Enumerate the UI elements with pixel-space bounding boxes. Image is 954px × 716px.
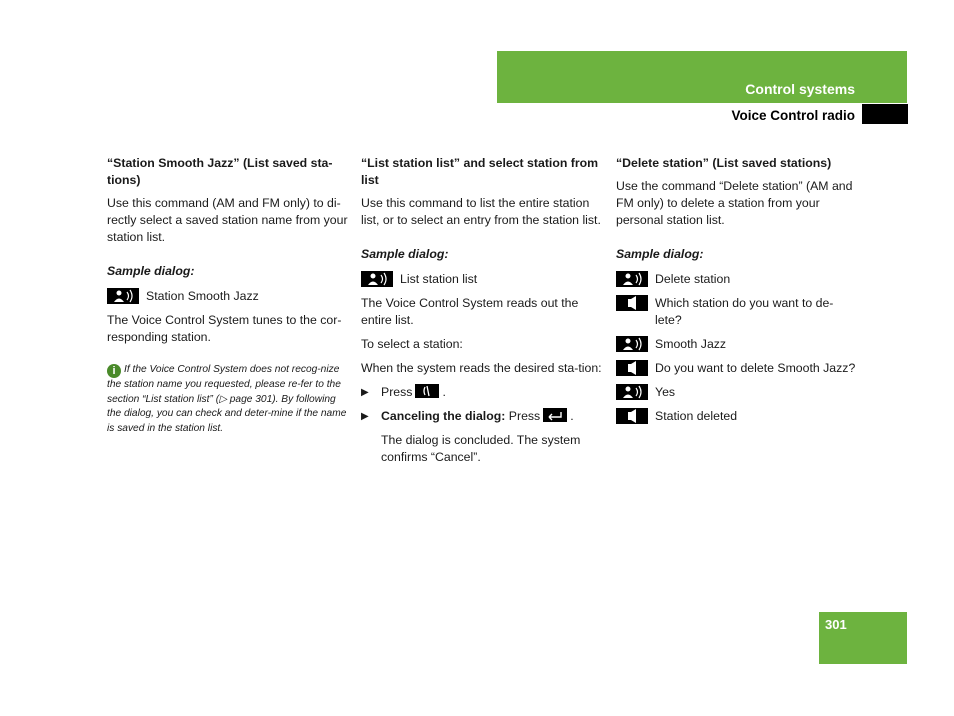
user-speaking-icon — [107, 288, 139, 304]
col2-paragraph-1: Use this command to list the entire station list, or to select an entry from the station list. — [361, 196, 601, 227]
bullet-cancel — [361, 408, 604, 425]
col3-paragraph-1: Use the command “Delete station” (AM and FM only) to delete a station from your personal station list. — [616, 179, 853, 227]
bullet-text: Press . — [381, 385, 446, 399]
dialog-text: Smooth Jazz — [655, 337, 727, 351]
back-button-icon — [543, 408, 567, 422]
col2-sample-label: Sample dialog: — [361, 247, 449, 261]
col2-paragraph-3: To select a station: — [361, 337, 463, 351]
column-3 — [616, 155, 859, 432]
speaker-icon — [616, 360, 648, 376]
bullet-arrow-icon: ▶ — [361, 387, 369, 398]
bullet-arrow-icon: ▶ — [361, 411, 369, 422]
column-1 — [107, 155, 350, 436]
user-speaking-icon — [616, 336, 648, 352]
col1-heading: “Station Smooth Jazz” (List saved sta-tions) — [107, 156, 333, 187]
dialog-line — [361, 271, 604, 288]
dialog-line — [616, 295, 859, 329]
user-speaking-icon — [616, 384, 648, 400]
col1-paragraph-2: The Voice Control System tunes to the cor-responding station. — [107, 313, 342, 344]
dialog-text: Station deleted — [655, 409, 738, 423]
col3-sample-label: Sample dialog: — [616, 247, 704, 261]
header-bar — [497, 51, 907, 103]
dialog-line — [616, 271, 859, 288]
dialog-line — [616, 336, 859, 353]
chapter-title: Control systems — [745, 81, 855, 97]
dialog-text: Delete station — [655, 272, 731, 286]
bullet-text: Canceling the dialog: Press . — [381, 409, 574, 423]
info-note — [107, 363, 350, 436]
dialog-text: Which station do you want to de-lete? — [655, 296, 834, 327]
dialog-line — [616, 408, 859, 425]
talk-button-icon — [415, 384, 439, 398]
dialog-text: Yes — [655, 385, 676, 399]
section-title: Voice Control radio — [731, 108, 855, 123]
col2-paragraph-2: The Voice Control System reads out the entire list. — [361, 296, 579, 327]
user-speaking-icon — [616, 271, 648, 287]
col2-paragraph-4: When the system reads the desired sta-tion: — [361, 361, 602, 375]
page-number: 301 — [825, 617, 847, 632]
dialog-text: List station list — [400, 272, 478, 286]
info-text: If the Voice Control System does not recog-nize the station name you requested, please re-fer to the section “List station list” (▷ page 301). By following the dialog, you can check and deter-mine if the name is saved in the station list. — [107, 364, 347, 434]
dialog-text: Do you want to delete Smooth Jazz? — [655, 361, 856, 375]
col1-sample-label: Sample dialog: — [107, 264, 195, 278]
dialog-line — [616, 384, 859, 401]
bullet-note: The dialog is concluded. The system confirms “Cancel”. — [381, 433, 581, 464]
column-2 — [361, 155, 604, 483]
dialog-line — [616, 360, 859, 377]
page-number-box — [819, 612, 907, 664]
dialog-text: Station Smooth Jazz — [146, 289, 259, 303]
user-speaking-icon — [361, 271, 393, 287]
speaker-icon — [616, 295, 648, 311]
bullet-press-talk — [361, 384, 604, 401]
info-icon: i — [107, 364, 121, 378]
dialog-line — [107, 288, 350, 305]
speaker-icon — [616, 408, 648, 424]
col1-paragraph-1: Use this command (AM and FM only) to di-rectly select a saved station name from your station list. — [107, 196, 348, 244]
section-marker — [862, 104, 908, 124]
col3-heading: “Delete station” (List saved stations) — [616, 156, 832, 170]
col2-heading: “List station list” and select station from list — [361, 156, 599, 187]
